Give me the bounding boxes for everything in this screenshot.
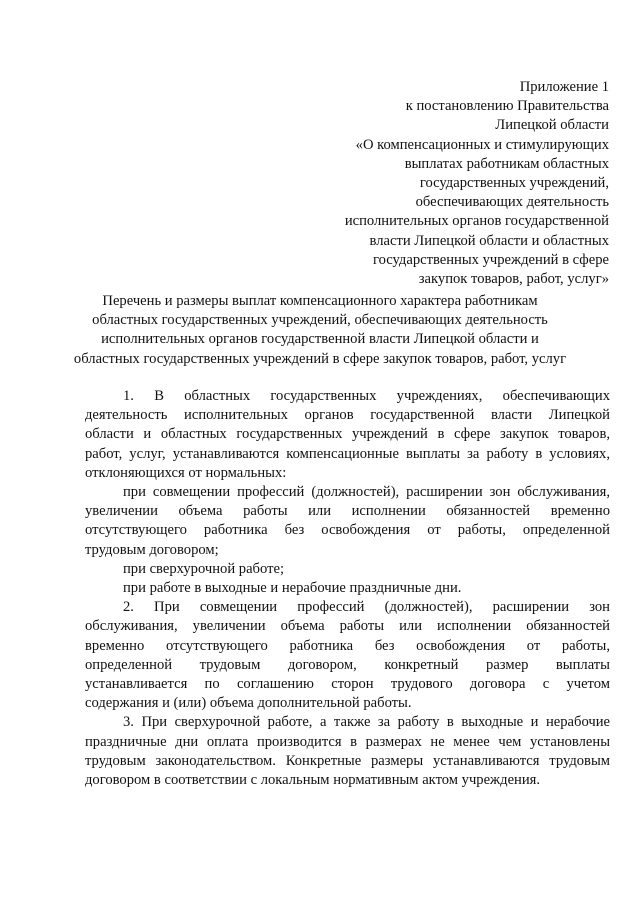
paragraph-line: деятельность исполнительных органов государственной власти Липецкой <box>85 407 610 424</box>
title-line: областных государственных учреждений, обеспечивающих деятельность <box>92 312 548 329</box>
paragraph-line: устанавливается по соглашению сторон трудового договора с учетом <box>85 676 610 693</box>
appendix-line: государственных учреждений в сфере <box>372 251 609 268</box>
paragraph-1 <box>85 387 610 483</box>
paragraph-line: отсутствующего работника без освобождения от работы, определенной <box>85 522 610 539</box>
appendix-header <box>309 78 609 289</box>
paragraph-line: определенной трудовым договором, конкретный размер выплаты <box>85 656 610 673</box>
appendix-line: Приложение 1 <box>519 79 609 95</box>
paragraph-line: 2. При совмещении профессий (должностей), расширении зон <box>123 599 610 616</box>
document-title <box>60 292 580 369</box>
paragraph-line: трудовым договором; <box>85 541 219 558</box>
paragraph-line: 1. В областных государственных учреждениях, обеспечивающих <box>123 388 610 404</box>
paragraph-line: работ, услуг, устанавливаются компенсационные выплаты за работу в условиях, <box>85 445 610 462</box>
paragraph-line: обслуживания, увеличении объема работы или исполнении обязанностей <box>85 618 610 635</box>
paragraph-2 <box>85 483 610 560</box>
paragraph-line: праздничные дни оплата производится в размерах не менее чем установлены <box>85 733 610 750</box>
paragraph-line: временно отсутствующего работника без освобождения от работы, <box>85 637 610 654</box>
title-line: исполнительных органов государственной власти Липецкой области и <box>101 331 539 348</box>
paragraph-line: отклоняющихся от нормальных: <box>85 464 287 481</box>
paragraph-line: области и областных государственных учреждений в сфере закупок товаров, <box>85 426 610 443</box>
paragraph-3: при сверхурочной работе; <box>123 560 284 577</box>
document-body <box>85 387 610 790</box>
appendix-line: государственных учреждений, <box>419 175 609 192</box>
appendix-line: выплатах работникам областных <box>404 155 609 172</box>
appendix-line: «О компенсационных и стимулирующих <box>355 136 609 153</box>
paragraph-line: договором в соответствии с локальным нормативным актом учреждения. <box>85 772 541 789</box>
appendix-line: к постановлению Правительства <box>405 98 609 115</box>
appendix-line: исполнительных органов государственной <box>344 213 609 230</box>
paragraph-line: содержания и (или) объема дополнительной работы. <box>85 695 412 712</box>
appendix-line: власти Липецкой области и областных <box>369 232 609 249</box>
appendix-line: обеспечивающих деятельность <box>415 194 609 211</box>
title-line: областных государственных учреждений в сфере закупок товаров, работ, услуг <box>73 350 567 367</box>
paragraph-4: при работе в выходные и нерабочие праздничные дни. <box>123 580 462 597</box>
paragraph-6 <box>85 713 610 790</box>
paragraph-line: увеличении объема работы или исполнении обязанностей временно <box>85 503 610 520</box>
paragraph-5 <box>85 598 610 713</box>
paragraph-line: при совмещении профессий (должностей), расширении зон обслуживания, <box>123 484 610 501</box>
appendix-line: Липецкой области <box>495 117 609 134</box>
title-line: Перечень и размеры выплат компенсационного характера работникам <box>102 293 538 309</box>
appendix-line: закупок товаров, работ, услуг» <box>418 271 609 288</box>
paragraph-line: 3. При сверхурочной работе, а также за работу в выходные и нерабочие <box>123 714 610 731</box>
paragraph-line: трудовым законодательством. Конкретные размеры устанавливаются трудовым <box>85 752 610 769</box>
